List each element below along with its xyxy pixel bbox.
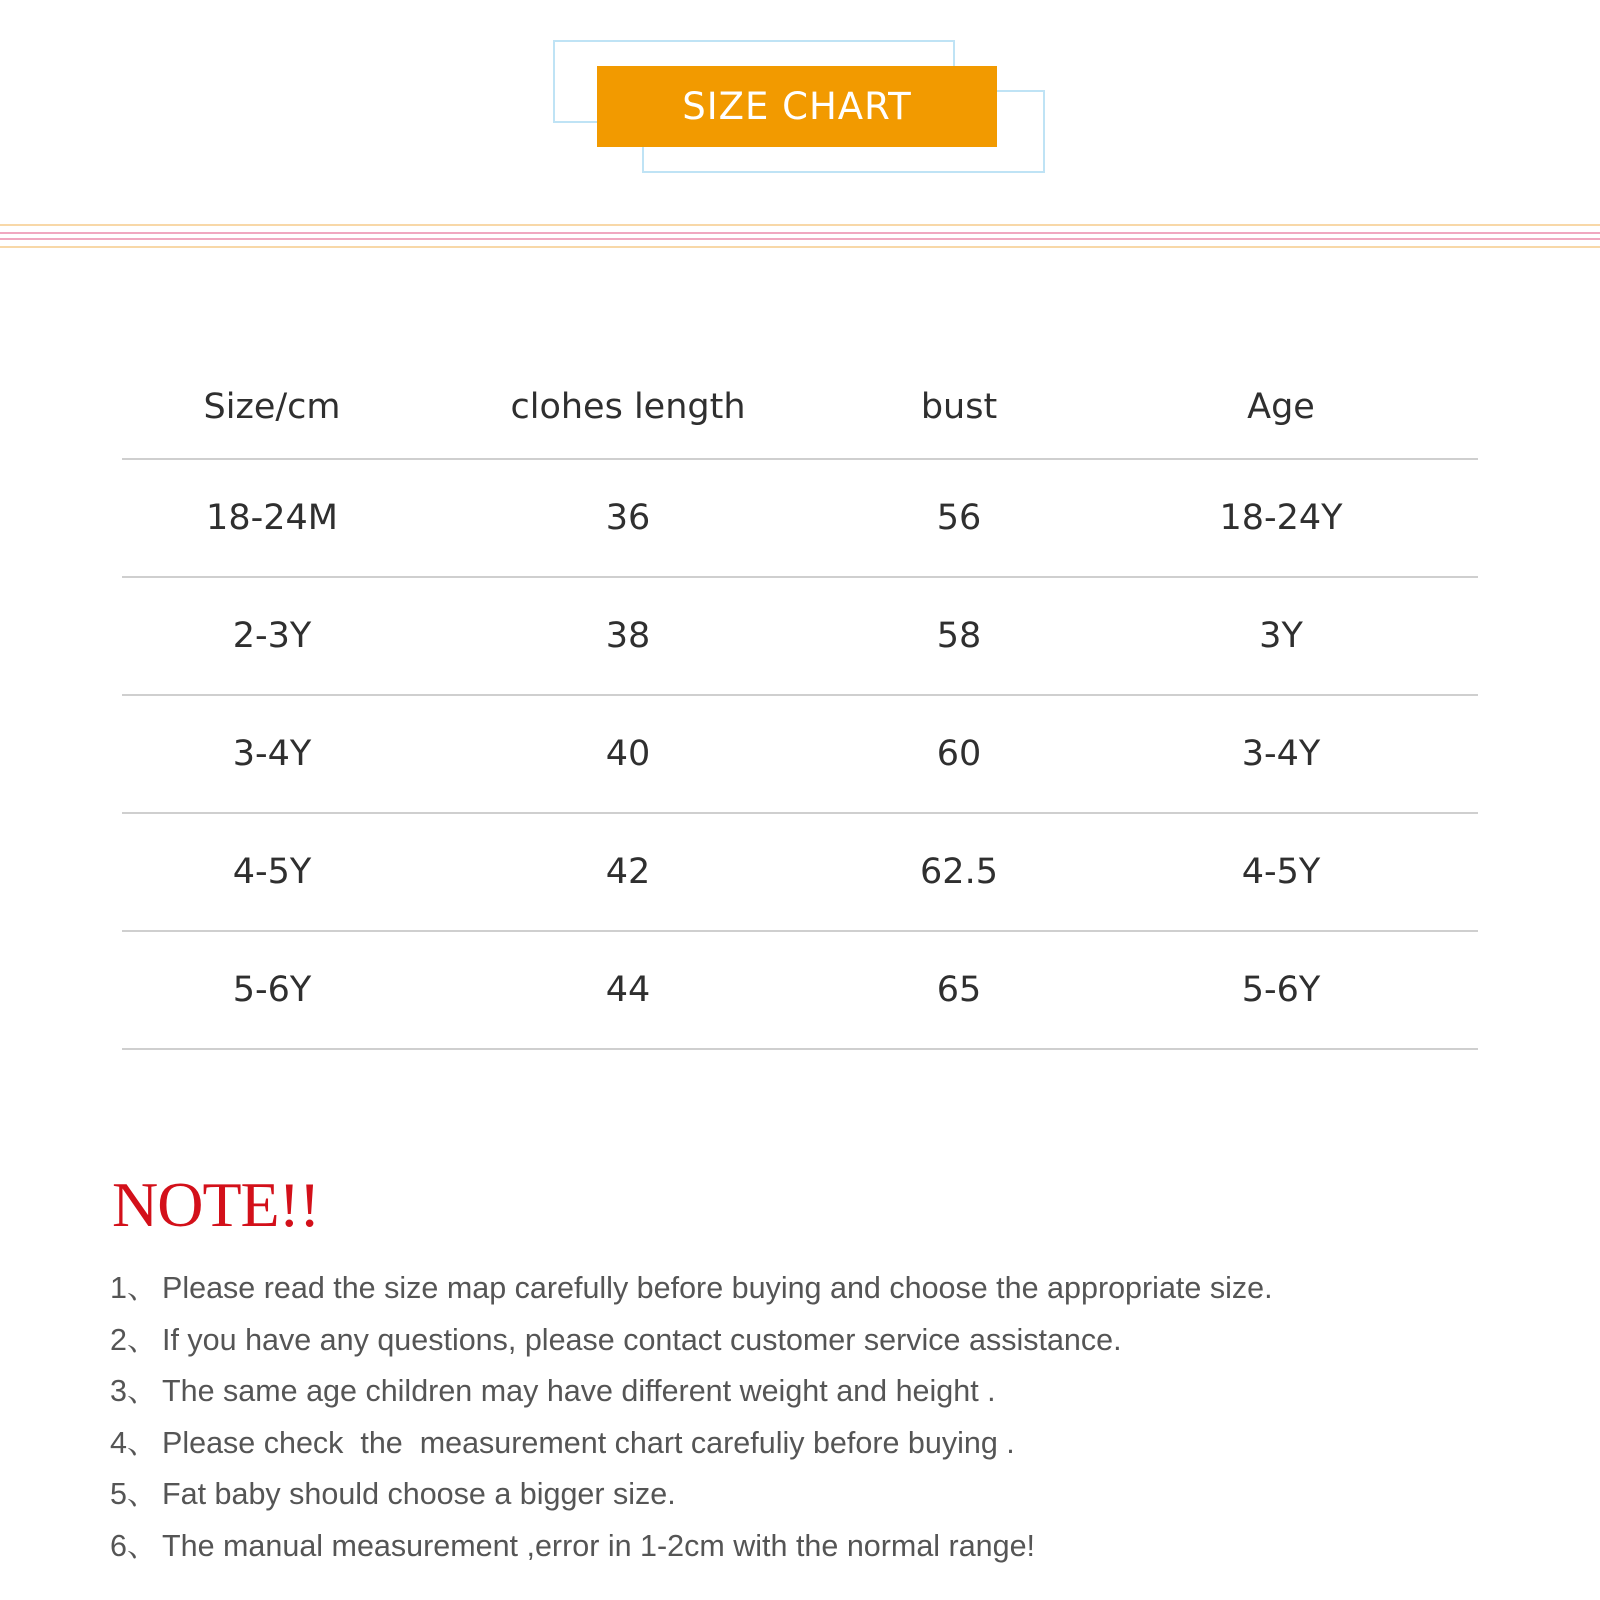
table-row bbox=[122, 695, 1478, 813]
note-number: 2、 bbox=[110, 1322, 158, 1357]
table-row bbox=[122, 577, 1478, 695]
table-row bbox=[122, 931, 1478, 1049]
note-number: 3、 bbox=[110, 1374, 158, 1409]
cell-length: 44 bbox=[422, 931, 834, 1049]
note-text: The same age children may have different weight and height . bbox=[162, 1374, 996, 1409]
size-chart-banner bbox=[597, 66, 997, 147]
cell-age: 4-5Y bbox=[1084, 813, 1478, 931]
cell-size: 4-5Y bbox=[122, 813, 422, 931]
cell-size: 3-4Y bbox=[122, 695, 422, 813]
table-header-row bbox=[122, 355, 1478, 459]
decorative-stripe bbox=[0, 246, 1600, 248]
header-clothes-length: clohes length bbox=[422, 355, 834, 459]
cell-bust: 65 bbox=[834, 931, 1084, 1049]
cell-bust: 58 bbox=[834, 577, 1084, 695]
note-text: Please read the size map carefully before buying and choose the appropriate size. bbox=[162, 1271, 1273, 1305]
cell-length: 42 bbox=[422, 813, 834, 931]
note-item bbox=[110, 1262, 1273, 1314]
header-age: Age bbox=[1084, 355, 1478, 459]
note-title: NOTE!! bbox=[112, 1169, 320, 1240]
note-item bbox=[110, 1468, 1273, 1520]
note-number: 4、 bbox=[110, 1425, 158, 1460]
cell-bust: 62.5 bbox=[834, 813, 1084, 931]
cell-length: 40 bbox=[422, 695, 834, 813]
note-text: Fat baby should choose a bigger size. bbox=[162, 1477, 676, 1512]
note-item bbox=[110, 1314, 1273, 1366]
note-item bbox=[110, 1417, 1273, 1469]
note-text: If you have any questions, please contact customer service assistance. bbox=[162, 1322, 1122, 1357]
note-text: Please check the measurement chart carefuliy before buying . bbox=[162, 1425, 1015, 1460]
cell-size: 2-3Y bbox=[122, 577, 422, 695]
decorative-stripe bbox=[0, 238, 1600, 240]
size-table bbox=[122, 355, 1478, 1050]
note-text: The manual measurement ,error in 1-2cm with the normal range! bbox=[162, 1528, 1036, 1563]
cell-size: 18-24M bbox=[122, 459, 422, 577]
note-number: 1、 bbox=[110, 1271, 158, 1305]
note-item bbox=[110, 1520, 1273, 1572]
decorative-stripe bbox=[0, 224, 1600, 226]
note-item bbox=[110, 1365, 1273, 1417]
cell-age: 3Y bbox=[1084, 577, 1478, 695]
cell-bust: 60 bbox=[834, 695, 1084, 813]
table-row bbox=[122, 459, 1478, 577]
banner-title: SIZE CHART bbox=[682, 85, 912, 128]
cell-age: 3-4Y bbox=[1084, 695, 1478, 813]
note-number: 5、 bbox=[110, 1477, 158, 1512]
cell-size: 5-6Y bbox=[122, 931, 422, 1049]
cell-length: 38 bbox=[422, 577, 834, 695]
note-number: 6、 bbox=[110, 1528, 158, 1563]
cell-age: 5-6Y bbox=[1084, 931, 1478, 1049]
cell-length: 36 bbox=[422, 459, 834, 577]
decorative-stripe bbox=[0, 232, 1600, 234]
header-size: Size/cm bbox=[122, 355, 422, 459]
cell-age: 18-24Y bbox=[1084, 459, 1478, 577]
table-row bbox=[122, 813, 1478, 931]
note-list bbox=[110, 1262, 1273, 1572]
cell-bust: 56 bbox=[834, 459, 1084, 577]
header-bust: bust bbox=[834, 355, 1084, 459]
